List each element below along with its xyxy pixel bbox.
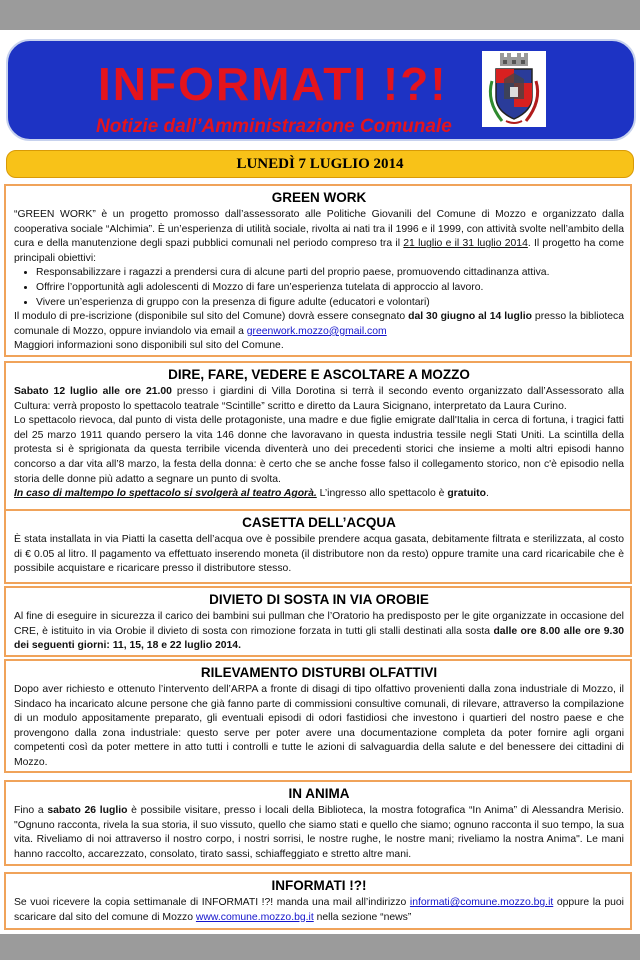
goals-list: [14, 266, 624, 310]
text-span: oppure la puoi scaricare dal sito del comune di Mozzo: [14, 897, 624, 923]
text-span: Al fine di eseguire in sicurezza il carico dei bambini sui pullman che l’Oratorio ha predisposto per le gite organizzate in occasione del CRE, è istituito in via Orobie il divieto di sosta con rimozione forzata in tutti gli stalli destinati alla sosta: [14, 611, 624, 637]
registration-dates: dal 30 giugno al 14 luglio: [408, 311, 532, 323]
text-span: nella sezione “news”: [313, 911, 412, 923]
article-paragraph: [14, 610, 624, 654]
issue-date: LUNEDÌ 7 LUGLIO 2014: [6, 150, 634, 178]
text-span: “GREEN WORK” è un progetto promosso dall’assessorato alle Politiche Giovanili del Comune di Mozzo e organizzato dalla cooperativa sociale “Alchimia”. È un’esperienza di utilità sociale, rivolta ai nati tra il 1996 e il 1999, con attività svolte nell’ambito della cura e della manutenzione degli spazi pubblici comunali nel periodo compreso tra il: [14, 209, 624, 250]
article-paragraph: [14, 896, 624, 925]
article-paragraph: Lo spettacolo rievoca, dal punto di vista delle protagoniste, una madre e due figlie emigrate dall'Italia in cerca di fortuna, i tragici fatti del 25 marzo 1911 quando persero la vita 146 donne che lavoravano in questa industria tessile negli Stati Uniti. La scintilla della protesta si è sprigionata da questa terribile vicenda diventerà uno dei precedenti storici che insieme a molti altri episodi hanno concorso a dar vita all’8 marzo, la festa della donna: è certo che se anche fosse falso il collegamento storico, non c'è episodio nella storia delle donne più adatto a segnare un punto di svolta.: [14, 415, 624, 485]
article-paragraph: [14, 208, 624, 266]
newsletter-page: [0, 30, 640, 934]
newsletter-subtitle: Notizie dall’Amministrazione Comunale: [96, 116, 452, 137]
header-banner: [6, 39, 636, 141]
event-date: Sabato 12 luglio alle ore 21.00: [14, 386, 172, 397]
rain-notice: In caso di maltempo lo spettacolo si svolgerà al teatro Agorà.: [14, 488, 317, 500]
article-title: CASETTA DELL’ACQUA: [242, 515, 396, 530]
text-span: è possibile visitare, presso i locali della Biblioteca, la mostra fotografica “In Anima” di Alessandra Merisio. "Ognuno racconta, rivela la sua storia, il suo vissuto, quello che siamo stati e quello che siamo; ognuno racconta il suo tempo, la sua vita. Riveliamo di noi attraverso il nostro corpo, i nostri sorrisi, le nostre rughe, le nostre mani; riveliamo la nostra Anima". Le mani hanno raccolto, accarezzato, consolato, tirato sassi, schiaffeggiato e stretto altre mani.: [14, 805, 625, 860]
article-paragraph: [14, 804, 624, 862]
article-paragraph: Maggiori informazioni sono disponibili sul sito del Comune.: [14, 340, 284, 352]
text-span: L’ingresso allo spettacolo è: [316, 488, 448, 500]
article-paragraph: [14, 487, 624, 502]
text-span: Se vuoi ricevere la copia settimanale di INFORMATI !?! manda una mail all’indirizzo: [14, 897, 410, 908]
informati-email-link[interactable]: informati@comune.mozzo.bg.it: [409, 897, 554, 908]
article-in-anima: [4, 780, 632, 866]
text-span: . Il progetto ha come principali obiettivi:: [14, 238, 624, 264]
article-paragraph: [14, 310, 624, 339]
municipal-coat-of-arms-icon: [482, 51, 546, 127]
no-parking-hours: dalle ore 8.00 alle ore 9.30 dei seguenti giorni: 11, 15, 18 e 22 luglio 2014.: [14, 625, 624, 652]
text-span: presso la biblioteca comunale di Mozzo, oppure inviandolo via email a: [14, 311, 624, 337]
text-span: .: [485, 488, 489, 500]
article-green-work: [4, 184, 632, 357]
free-entry: gratuito: [447, 488, 486, 500]
list-item: • Vivere un’esperienza di gruppo con la presenza di figure adulte (educatori e volontari): [36, 296, 624, 311]
greenwork-email-link[interactable]: greenwork.mozzo@gmail.com: [246, 325, 387, 337]
text-span: Fino a: [14, 805, 48, 816]
list-item: • Offrire l’opportunità agli adolescenti di Mozzo di fare un’esperienza tutelata di approccio al lavoro.: [36, 281, 624, 296]
article-title: IN ANIMA: [288, 786, 350, 801]
period-dates: 21 luglio e il 31 luglio 2014: [403, 238, 528, 250]
article-title: INFORMATI !?!: [271, 878, 367, 893]
article-rilevamento: [4, 659, 632, 773]
article-divieto-sosta: [4, 586, 632, 657]
article-casetta-acqua: [4, 509, 632, 584]
text-span: Il modulo di pre-iscrizione (disponibile sul sito del Comune) dovrà essere consegnato: [14, 311, 409, 323]
article-title: GREEN WORK: [271, 190, 367, 205]
newsletter-title: INFORMATI !?!: [98, 58, 448, 110]
article-title: RILEVAMENTO DISTURBI OLFATTIVI: [200, 665, 438, 680]
article-informati: [4, 872, 632, 930]
article-paragraph: È stata installata in via Piatti la casetta dell’acqua ove è possibile prendere acqua gasata, debitamente filtrata e sterilizzata, al costo di € 0.05 al litro. Il pagamento va effettuato inserendo moneta (il distributore non da resto) oppure tramite una card ricaricabile che è possibile acquistare e ricaricare presso il distributore stesso.: [14, 534, 624, 575]
article-dire-fare: [4, 361, 632, 533]
article-title: DIVIETO DI SOSTA IN VIA OROBIE: [209, 592, 429, 607]
article-title: DIRE, FARE, VEDERE E ASCOLTARE A MOZZO: [168, 367, 470, 382]
article-paragraph: Dopo aver richiesto e ottenuto l’intervento dell’ARPA a fronte di disagi di tipo olfattivo provenienti dalla zona industriale di Mozzo, il Sindaco ha incaricato alcune persone che già fanno parte di commissioni consultive comunali, di rilevare, attraverso la compilazione di un modulo appositamente preparato, gli eventuali episodi di odori fastidiosi che investono i quartieri del nostro paese e che provengono dalla zona industriale: questo serve per poter avere una documentazione completa da poter fornire agli organi competenti così da poter mettere in atto tutti i controlli e tutte le azioni di salvaguardia della salute e del benessere dei cittadini di Mozzo.: [14, 684, 624, 768]
text-span: presso i giardini di Villa Dorotina si terrà il secondo evento organizzato dall’Assessorato alla Cultura: verrà proposto lo spettacolo teatrale “Scintille” scritto e diretto da Laura Sicignano, interpretato da Laura Curino.: [14, 386, 624, 412]
comune-website-link[interactable]: www.comune.mozzo.bg.it: [195, 911, 314, 923]
exhibition-end-date: sabato 26 luglio: [47, 805, 128, 816]
article-paragraph: [14, 385, 624, 414]
list-item: • Responsabilizzare i ragazzi a prendersi cura di alcune parti del proprio paese, promuovendo cittadinanza attiva.: [36, 266, 624, 281]
